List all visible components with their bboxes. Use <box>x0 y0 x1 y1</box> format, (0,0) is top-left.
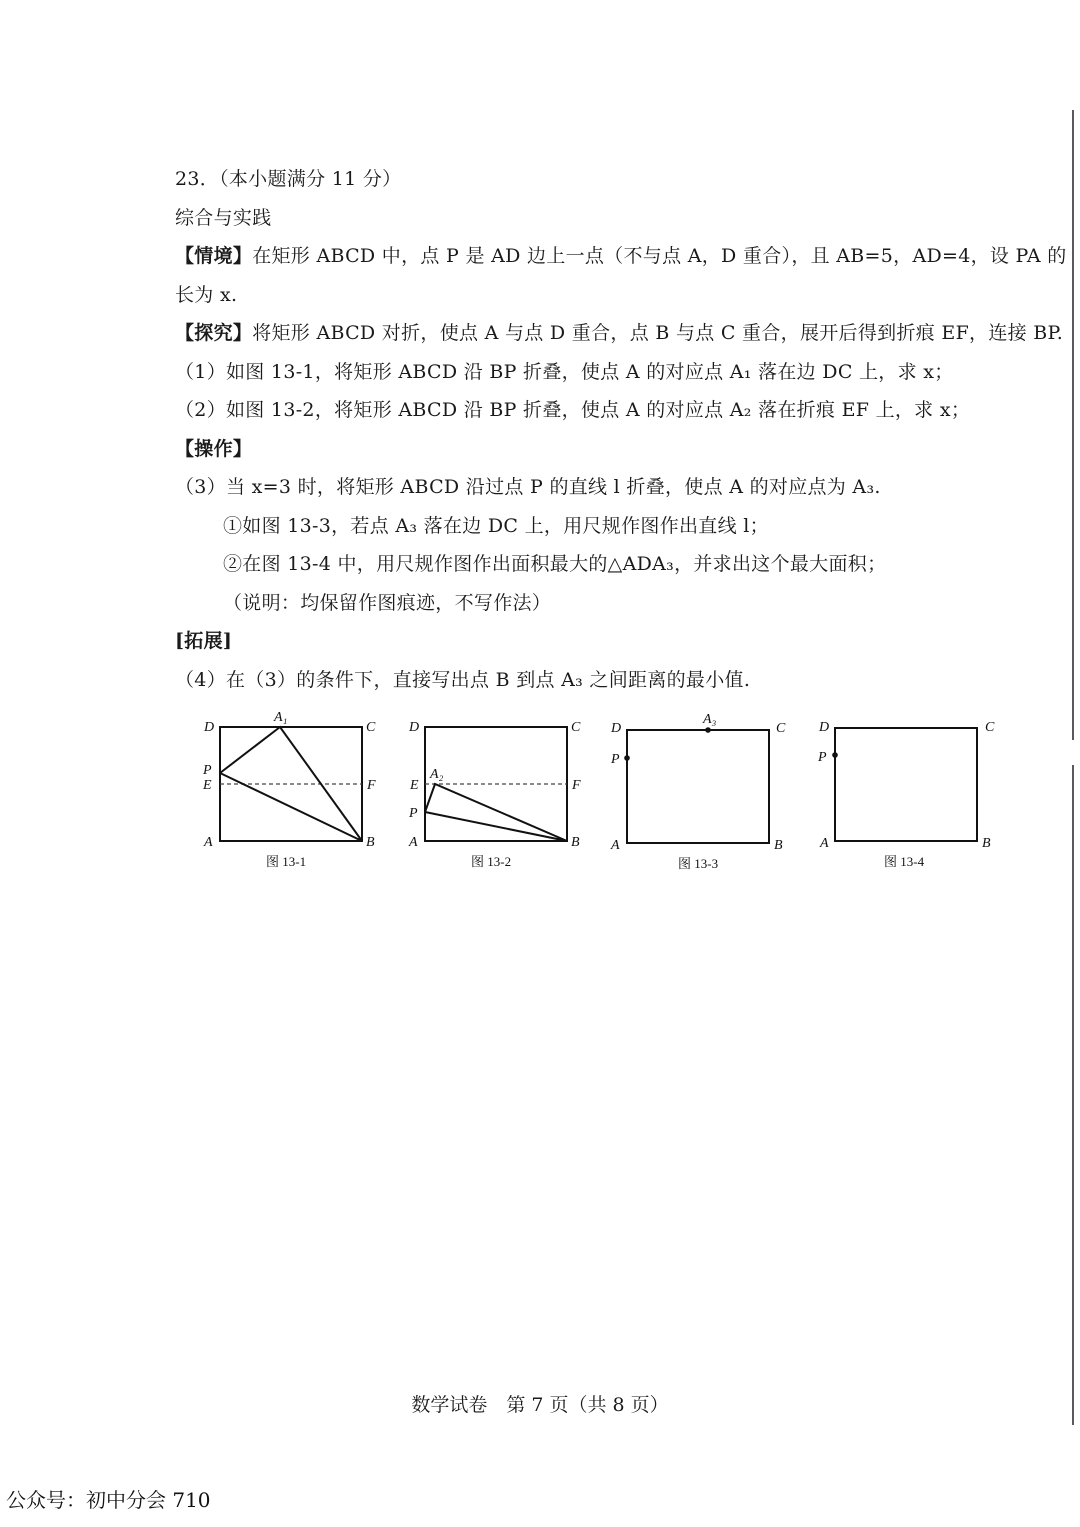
question-3: （3）当 x=3 时，将矩形 ABCD 沿过点 P 的直线 l 折叠，使点 A 的对应点为 A₃. <box>175 476 881 498</box>
question-2: （2）如图 13-2，将矩形 ABCD 沿 BP 折叠，使点 A 的对应点 A₂ 落在折痕 EF 上，求 x； <box>175 399 971 421</box>
fig3-label-p: P <box>611 752 620 767</box>
fig1-label-f: F <box>367 778 376 793</box>
fig3-label-c: C <box>776 721 786 736</box>
fig4-label-b: B <box>982 836 991 851</box>
fig4-point-p <box>832 752 838 758</box>
fig2-label-c: C <box>571 720 581 735</box>
fig2-label-f: F <box>572 778 581 793</box>
fig1-label-a: A <box>204 835 213 850</box>
fig1-label-a1: A₁ <box>274 710 288 725</box>
fig3-label-b: B <box>774 838 783 853</box>
context-line-1 <box>175 237 1067 276</box>
page-edge-lower <box>1072 765 1074 1425</box>
section-title: 综合与实践 <box>175 206 272 229</box>
page-edge <box>1072 110 1074 740</box>
fig3-label-d: D <box>611 721 622 736</box>
fig3-point-a3 <box>705 727 711 733</box>
figure-13-3 <box>610 712 786 871</box>
question-4: （4）在（3）的条件下，直接写出点 B 到点 A₃ 之间距离的最小值. <box>175 668 751 691</box>
explore-line <box>175 314 1064 353</box>
question-3-2: ②在图 13-4 中，用尺规作图作出面积最大的△ADA₃，并求出这个最大面积； <box>223 553 887 575</box>
watermark-text: 公众号：初中分会 710 <box>6 1488 211 1512</box>
fig4-label-c: C <box>985 720 995 735</box>
fig1-label-e: E <box>203 778 212 793</box>
fig1-label-d: D <box>204 720 215 735</box>
fig2-label-p: P <box>409 806 418 821</box>
explore-label: 【探究】 <box>175 322 253 344</box>
fig3-label-a3: A₃ <box>703 712 717 727</box>
figures-svg <box>190 700 1030 875</box>
context-line-2: 长为 x. <box>175 283 238 306</box>
fig2-label-a2: A₂ <box>430 767 444 782</box>
figures-row <box>190 700 1030 875</box>
question-1: （1）如图 13-1，将矩形 ABCD 沿 BP 折叠，使点 A 的对应点 A₁ 落在边 DC 上，求 x； <box>175 360 954 383</box>
figure-13-2 <box>408 720 581 869</box>
fig4-label-p: P <box>818 750 827 765</box>
figure-13-4 <box>817 720 995 869</box>
figure-13-1 <box>202 710 376 869</box>
fig1-label-p: P <box>203 763 212 778</box>
fig2-label-e: E <box>410 778 419 793</box>
explore-text: 将矩形 ABCD 对折，使点 A 与点 D 重合，点 B 与点 C 重合，展开后得到折痕 EF，连接 BP. <box>252 322 1064 344</box>
fig1-label-c: C <box>366 720 376 735</box>
fig1-caption: 图 13-1 <box>266 854 307 869</box>
fig3-point-p <box>624 755 630 761</box>
fig4-rectangle <box>835 728 977 841</box>
fig2-label-d: D <box>409 720 420 735</box>
fig3-caption: 图 13-3 <box>678 856 719 871</box>
context-text-1: 在矩形 ABCD 中，点 P 是 AD 边上一点（不与点 A，D 重合），且 AB=5，AD=4，设 PA 的 <box>252 245 1067 267</box>
context-label: 【情境】 <box>175 245 253 267</box>
problem-body <box>175 160 1067 699</box>
fig2-label-b: B <box>571 835 580 850</box>
question-3-1: ①如图 13-3，若点 A₃ 落在边 DC 上，用尺规作图作出直线 l； <box>223 514 769 537</box>
fig3-rectangle <box>627 730 769 843</box>
operate-label: 【操作】 <box>175 437 253 460</box>
extend-label: [拓展] <box>175 630 233 652</box>
fig2-label-a: A <box>409 835 418 850</box>
fig2-fold-triangle <box>425 784 567 841</box>
fig1-label-b: B <box>366 835 375 850</box>
page-footer: 数学试卷 第 7 页（共 8 页） <box>411 1394 669 1416</box>
fig3-label-a: A <box>611 838 620 853</box>
fig4-caption: 图 13-4 <box>884 854 925 869</box>
problem-header: 23．（本小题满分 11 分） <box>175 168 402 190</box>
fig4-label-d: D <box>819 720 830 735</box>
fig4-label-a: A <box>820 836 829 851</box>
fig2-caption: 图 13-2 <box>471 854 512 869</box>
question-3-note: （说明：均保留作图痕迹，不写作法） <box>223 591 552 614</box>
